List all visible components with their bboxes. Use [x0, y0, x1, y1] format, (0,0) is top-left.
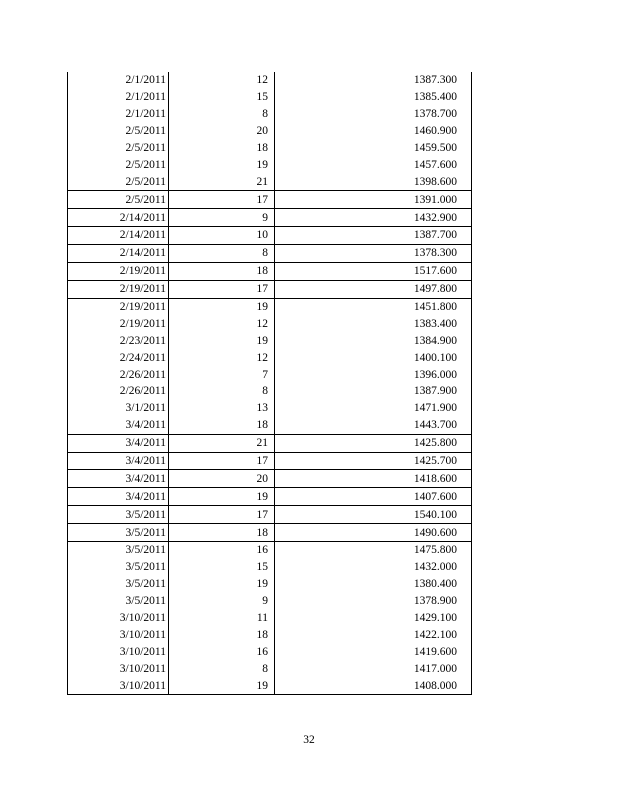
date-cell: 3/4/2011 [68, 470, 169, 488]
value-cell: 1419.600 [275, 643, 472, 660]
value-cell: 1471.900 [275, 400, 472, 417]
table-row [68, 209, 472, 227]
count-cell: 18 [169, 262, 275, 280]
count-cell: 12 [169, 315, 275, 332]
table-row [68, 506, 472, 524]
date-cell: 2/5/2011 [68, 123, 169, 140]
value-cell: 1378.900 [275, 593, 472, 610]
count-cell: 19 [169, 156, 275, 173]
value-cell: 1443.700 [275, 417, 472, 434]
table-row [68, 173, 472, 190]
date-cell: 3/4/2011 [68, 434, 169, 452]
count-cell: 20 [169, 123, 275, 140]
table-row [68, 643, 472, 660]
date-cell: 2/5/2011 [68, 191, 169, 209]
date-cell: 2/26/2011 [68, 366, 169, 383]
table-row [68, 559, 472, 576]
value-cell: 1396.000 [275, 366, 472, 383]
table-row [68, 332, 472, 349]
date-cell: 3/5/2011 [68, 559, 169, 576]
date-cell: 3/10/2011 [68, 677, 169, 694]
value-cell: 1432.000 [275, 559, 472, 576]
table-row [68, 227, 472, 245]
count-cell: 17 [169, 191, 275, 209]
value-cell: 1380.400 [275, 576, 472, 593]
table-row [68, 140, 472, 157]
count-cell: 19 [169, 298, 275, 315]
value-cell: 1429.100 [275, 610, 472, 627]
value-cell: 1378.700 [275, 106, 472, 123]
value-cell: 1459.500 [275, 140, 472, 157]
value-cell: 1378.300 [275, 244, 472, 262]
count-cell: 21 [169, 173, 275, 190]
count-cell: 9 [169, 593, 275, 610]
date-cell: 3/1/2011 [68, 400, 169, 417]
table-row [68, 434, 472, 452]
value-cell: 1460.900 [275, 123, 472, 140]
value-cell: 1432.900 [275, 209, 472, 227]
table-row [68, 660, 472, 677]
date-cell: 3/4/2011 [68, 417, 169, 434]
table-row [68, 280, 472, 298]
table-row [68, 244, 472, 262]
value-cell: 1422.100 [275, 627, 472, 644]
data-table-body [68, 72, 472, 695]
date-cell: 3/5/2011 [68, 506, 169, 524]
date-cell: 2/1/2011 [68, 106, 169, 123]
date-cell: 3/10/2011 [68, 610, 169, 627]
count-cell: 19 [169, 332, 275, 349]
table-row [68, 349, 472, 366]
count-cell: 21 [169, 434, 275, 452]
count-cell: 15 [169, 89, 275, 106]
date-cell: 2/26/2011 [68, 383, 169, 400]
value-cell: 1425.700 [275, 452, 472, 470]
date-cell: 3/10/2011 [68, 627, 169, 644]
date-cell: 2/14/2011 [68, 227, 169, 245]
date-cell: 3/4/2011 [68, 452, 169, 470]
count-cell: 12 [169, 349, 275, 366]
table-row [68, 383, 472, 400]
count-cell: 13 [169, 400, 275, 417]
count-cell: 15 [169, 559, 275, 576]
value-cell: 1418.600 [275, 470, 472, 488]
table-row [68, 106, 472, 123]
value-cell: 1383.400 [275, 315, 472, 332]
table-row [68, 610, 472, 627]
count-cell: 18 [169, 524, 275, 542]
table-row [68, 89, 472, 106]
date-cell: 2/1/2011 [68, 89, 169, 106]
table-row [68, 576, 472, 593]
date-cell: 3/10/2011 [68, 660, 169, 677]
count-cell: 8 [169, 660, 275, 677]
table-row [68, 262, 472, 280]
date-cell: 3/5/2011 [68, 524, 169, 542]
page-number: 32 [303, 734, 315, 746]
count-cell: 16 [169, 643, 275, 660]
table-row [68, 315, 472, 332]
table-row [68, 191, 472, 209]
date-cell: 2/19/2011 [68, 315, 169, 332]
count-cell: 16 [169, 542, 275, 559]
value-cell: 1540.100 [275, 506, 472, 524]
count-cell: 17 [169, 452, 275, 470]
count-cell: 9 [169, 209, 275, 227]
date-cell: 2/19/2011 [68, 262, 169, 280]
date-cell: 3/5/2011 [68, 542, 169, 559]
count-cell: 8 [169, 106, 275, 123]
date-cell: 2/5/2011 [68, 140, 169, 157]
count-cell: 18 [169, 140, 275, 157]
count-cell: 10 [169, 227, 275, 245]
value-cell: 1391.000 [275, 191, 472, 209]
table-row [68, 156, 472, 173]
date-cell: 2/14/2011 [68, 209, 169, 227]
date-cell: 2/5/2011 [68, 173, 169, 190]
date-cell: 2/14/2011 [68, 244, 169, 262]
value-cell: 1407.600 [275, 488, 472, 506]
count-cell: 17 [169, 506, 275, 524]
value-cell: 1385.400 [275, 89, 472, 106]
table-row [68, 123, 472, 140]
date-cell: 2/19/2011 [68, 280, 169, 298]
date-cell: 2/1/2011 [68, 72, 169, 89]
value-cell: 1417.000 [275, 660, 472, 677]
count-cell: 19 [169, 677, 275, 694]
count-cell: 12 [169, 72, 275, 89]
date-cell: 2/5/2011 [68, 156, 169, 173]
count-cell: 19 [169, 576, 275, 593]
count-cell: 7 [169, 366, 275, 383]
table-row [68, 417, 472, 434]
table-row [68, 524, 472, 542]
value-cell: 1451.800 [275, 298, 472, 315]
value-cell: 1398.600 [275, 173, 472, 190]
data-table [67, 72, 472, 695]
count-cell: 20 [169, 470, 275, 488]
date-cell: 3/5/2011 [68, 576, 169, 593]
table-row [68, 677, 472, 694]
value-cell: 1387.900 [275, 383, 472, 400]
count-cell: 8 [169, 383, 275, 400]
date-cell: 2/24/2011 [68, 349, 169, 366]
date-cell: 2/19/2011 [68, 298, 169, 315]
value-cell: 1517.600 [275, 262, 472, 280]
value-cell: 1387.700 [275, 227, 472, 245]
count-cell: 18 [169, 417, 275, 434]
value-cell: 1387.300 [275, 72, 472, 89]
table-row [68, 542, 472, 559]
table-row [68, 593, 472, 610]
table-row [68, 627, 472, 644]
count-cell: 8 [169, 244, 275, 262]
count-cell: 11 [169, 610, 275, 627]
date-cell: 2/23/2011 [68, 332, 169, 349]
date-cell: 3/5/2011 [68, 593, 169, 610]
table-row [68, 298, 472, 315]
date-cell: 3/10/2011 [68, 643, 169, 660]
table-row [68, 72, 472, 89]
value-cell: 1425.800 [275, 434, 472, 452]
table-row [68, 366, 472, 383]
value-cell: 1475.800 [275, 542, 472, 559]
count-cell: 17 [169, 280, 275, 298]
count-cell: 19 [169, 488, 275, 506]
value-cell: 1408.000 [275, 677, 472, 694]
count-cell: 18 [169, 627, 275, 644]
value-cell: 1490.600 [275, 524, 472, 542]
table-row [68, 470, 472, 488]
table-row [68, 488, 472, 506]
value-cell: 1497.800 [275, 280, 472, 298]
table-row [68, 400, 472, 417]
value-cell: 1384.900 [275, 332, 472, 349]
value-cell: 1400.100 [275, 349, 472, 366]
table-row [68, 452, 472, 470]
date-cell: 3/4/2011 [68, 488, 169, 506]
value-cell: 1457.600 [275, 156, 472, 173]
